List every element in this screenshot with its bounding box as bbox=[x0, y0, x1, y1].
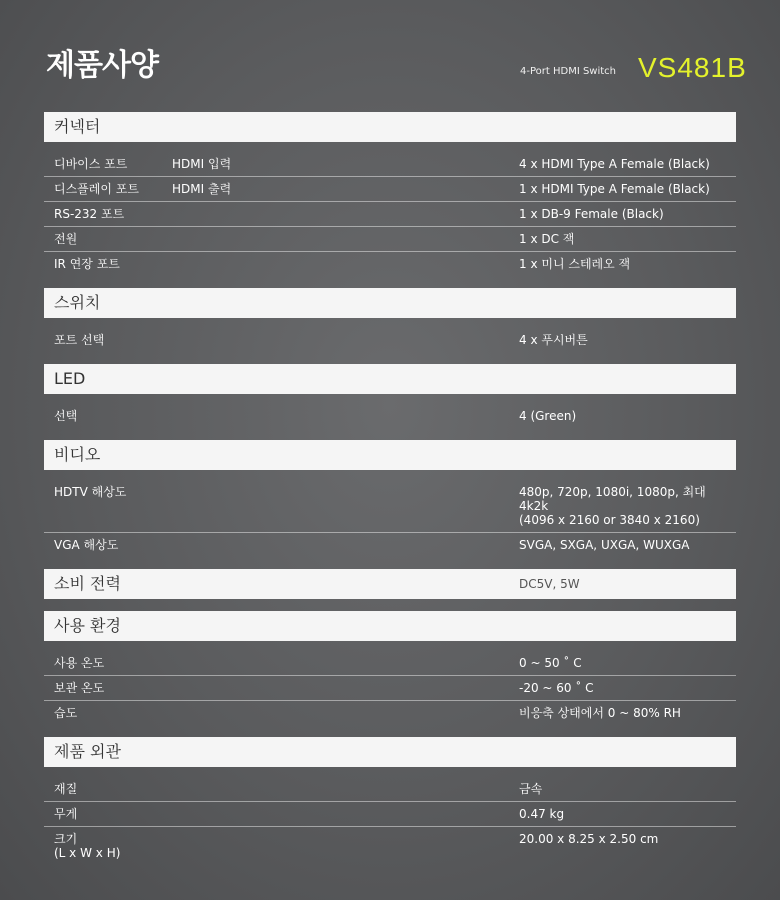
section-header-video: 비디오 bbox=[44, 440, 736, 470]
section-header-connectors: 커넥터 bbox=[44, 112, 736, 142]
row-label: 선택 bbox=[54, 409, 78, 423]
row-value: 20.00 x 8.25 x 2.50 cm bbox=[519, 832, 659, 846]
row-value: 0.47 kg bbox=[519, 807, 565, 821]
row-value: -20 ~ 60 ˚ C bbox=[519, 681, 594, 695]
section-header-environment: 사용 환경 bbox=[44, 611, 736, 641]
row-label: 크기 (L x W x H) bbox=[54, 832, 121, 860]
row-label: 재질 bbox=[54, 782, 78, 796]
section-power-gap bbox=[44, 599, 736, 611]
section-header-led: LED bbox=[44, 364, 736, 394]
row-label: IR 연장 포트 bbox=[54, 257, 120, 271]
row-label: 디스플레이 포트 bbox=[54, 182, 139, 196]
row-sublabel: HDMI 입력 bbox=[172, 157, 232, 171]
row-label: 포트 선택 bbox=[54, 333, 105, 347]
table-row bbox=[44, 480, 736, 533]
table-row bbox=[44, 533, 736, 557]
product-model: VS481B bbox=[638, 52, 747, 83]
section-header-physical: 제품 외관 bbox=[44, 737, 736, 767]
table-row bbox=[44, 802, 736, 827]
table-row bbox=[44, 651, 736, 676]
table-row bbox=[44, 227, 736, 252]
section-header-switch: 스위치 bbox=[44, 288, 736, 318]
row-label: 무게 bbox=[54, 807, 78, 821]
table-row bbox=[44, 676, 736, 701]
product-subtitle: 4-Port HDMI Switch bbox=[520, 66, 617, 77]
row-sublabel bbox=[172, 232, 519, 246]
row-label: 사용 온도 bbox=[54, 656, 105, 670]
row-value: 4 x HDMI Type A Female (Black) bbox=[519, 157, 710, 171]
row-sublabel: HDMI 출력 bbox=[172, 182, 232, 196]
row-label: 습도 bbox=[54, 706, 78, 720]
section-header-power bbox=[44, 569, 736, 599]
table-row bbox=[44, 252, 736, 276]
row-label: RS-232 포트 bbox=[54, 207, 125, 221]
spec-table bbox=[44, 112, 736, 877]
table-row bbox=[44, 202, 736, 227]
row-value: SVGA, SXGA, UXGA, WUXGA bbox=[519, 538, 690, 552]
section-connectors bbox=[44, 142, 736, 288]
row-value: 비응축 상태에서 0 ~ 80% RH bbox=[519, 706, 681, 720]
row-value: 4 x 푸시버튼 bbox=[519, 333, 588, 347]
table-row bbox=[44, 328, 736, 352]
row-value: 1 x DC 잭 bbox=[519, 232, 575, 246]
section-physical bbox=[44, 767, 736, 877]
row-label: 디바이스 포트 bbox=[54, 157, 128, 171]
row-value: 480p, 720p, 1080i, 1080p, 최대 4k2k (4096 x 2160 or 3840 x 2160) bbox=[519, 485, 706, 527]
table-row bbox=[44, 404, 736, 428]
section-title: 소비 전력 bbox=[54, 574, 121, 593]
section-led bbox=[44, 394, 736, 440]
section-video bbox=[44, 470, 736, 569]
table-row bbox=[44, 701, 736, 725]
row-value: 4 (Green) bbox=[519, 409, 577, 423]
page-title: 제품사양 bbox=[46, 48, 158, 83]
section-switch bbox=[44, 318, 736, 364]
section-environment bbox=[44, 641, 736, 737]
table-row bbox=[44, 152, 736, 177]
row-value: 0 ~ 50 ˚ C bbox=[519, 656, 582, 670]
row-label: 보관 온도 bbox=[54, 681, 105, 695]
table-row bbox=[44, 777, 736, 802]
table-row bbox=[44, 177, 736, 202]
row-value: 1 x DB-9 Female (Black) bbox=[519, 207, 664, 221]
row-label: HDTV 해상도 bbox=[54, 485, 127, 499]
row-value: 1 x 미니 스테레오 잭 bbox=[519, 257, 631, 271]
power-value: DC5V, 5W bbox=[519, 577, 580, 591]
row-label: VGA 해상도 bbox=[54, 538, 119, 552]
row-label: 전원 bbox=[54, 232, 78, 246]
row-sublabel bbox=[172, 257, 519, 271]
row-value: 1 x HDMI Type A Female (Black) bbox=[519, 182, 710, 196]
row-value: 금속 bbox=[519, 782, 543, 796]
row-sublabel bbox=[172, 207, 519, 221]
table-row bbox=[44, 827, 736, 865]
